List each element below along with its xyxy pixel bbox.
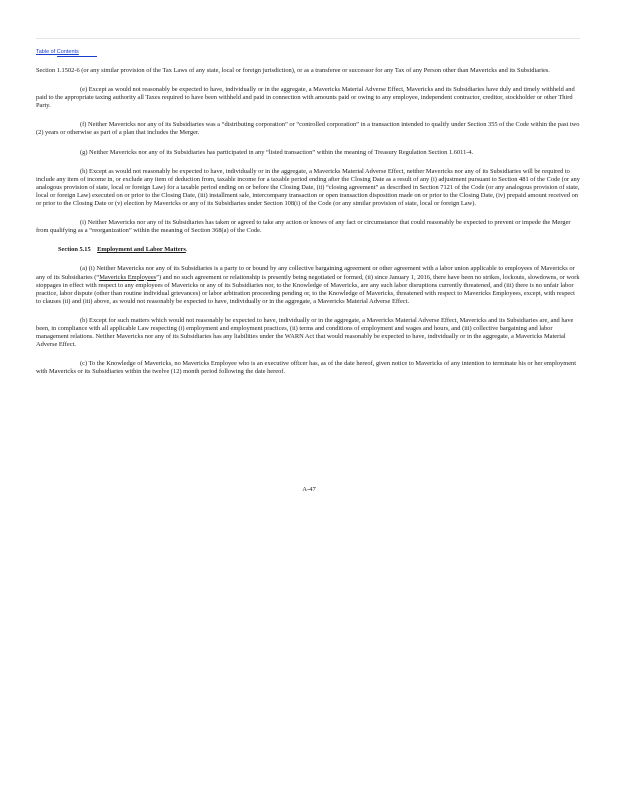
paragraph-h: (h) Except as would not reasonably be expected to have, individually or in the aggregate, a Mavericks Material Adverse Effect, neither Mavericks nor any of its Subsidiaries will be required to include any item of income in, or exclude any item of deduction from, taxable income for a taxable period ending after the Closing Date as a result of any (i) adjustment pursuant to Section 481 of the Code (or any analogous provision of state, local or foreign Law) for a taxable period ending on or before the Closing Date, (ii) “closing agreement” as described in Section 7121 of the Code (or any analogous provision of state, local or foreign Law) executed on or prior to the Closing Date, (iii) installment sale, intercompany transaction or open transaction disposition made on or prior to the Closing Date, (iv) prepaid amount received on or prior to the Closing Date or (v) election by Mavericks or any of its Subsidiaries under Section 108(i) of the Code (or any similar provision of state, local or foreign Law). bbox=[36, 167, 580, 208]
paragraph-f: (f) Neither Mavericks nor any of its Subsidiaries was a “distributing corporation” or “controlled corporation” in a transaction intended to qualify under Section 355 of the Code within the past two (2) years or otherwise as part of a plan that includes the Merger. bbox=[36, 121, 580, 137]
page-number: A-47 bbox=[302, 486, 316, 493]
paragraph-b: (b) Except for such matters which would not reasonably be expected to have, individually or in the aggregate, a Mavericks Material Adverse Effect, Mavericks and its Subsidiaries are, and have been, in compliance with all applicable Law respecting (i) employment and employment practices, (ii) terms and conditions of employment and wages and hours, and (iii) collective bargaining and labor management relations. Neither Mavericks nor any of its Subsidiaries has any liabilities under the WARN Act that would reasonably be expected to have, individually or in the aggregate, a Mavericks Material Adverse Effect. bbox=[36, 316, 574, 349]
paragraph-a bbox=[36, 265, 580, 305]
paragraph-a-rest: ”) and no such agreement or relationship is presently being negotiated or formed, (ii) since January 1, 2016, there have been no strikes, lockouts, slowdowns, or work stoppages in effect with respect to any employees of Mavericks or any of its Subsidiaries nor, to the Knowledge of Mavericks, are any such labor disruptions currently threatened, and (iii) there is no unfair labor practice, labor dispute (other than routine individual grievances) or labor arbitration proceeding pending or, to the Knowledge of Mavericks, threatened with respect to Mavericks Employees, except, with respect to clauses (ii) and (iii) above, as would not reasonably be expected to have, individually or in the aggregate, a Mavericks Material Adverse Effect. bbox=[36, 273, 580, 305]
section-number: Section 5.15 bbox=[58, 246, 91, 254]
section-title: Employment and Labor Matters bbox=[97, 246, 186, 254]
section-title-period: . bbox=[185, 246, 188, 254]
paragraph-continuation: Section 1.1502-6 (or any similar provision of the Tax Laws of any state, local or foreign jurisdiction), or as a transferee or successor for any Tax of any Person other than Mavericks and its Subsidiaries. bbox=[36, 67, 550, 74]
paragraph-g: (g) Neither Mavericks nor any of its Subsidiaries has participated in any “listed transaction” within the meaning of Treasury Regulation Section 1.6011-4. bbox=[80, 148, 474, 156]
section-heading bbox=[36, 246, 580, 254]
table-of-contents-link[interactable]: Table of Contents bbox=[36, 49, 79, 55]
document-body bbox=[36, 67, 580, 387]
header-divider bbox=[36, 38, 580, 39]
defined-term: Mavericks Employees bbox=[99, 273, 157, 281]
paragraph-e: (e) Except as would not reasonably be expected to have, individually or in the aggregate, a Mavericks Material Adverse Effect, Mavericks and its Subsidiaries have duly and timely withheld and paid to the appropriate taxing authority all Taxes required to have been withheld and paid in connection with amounts paid or owing to any employee, independent contractor, creditor, stockholder or other Third Party. bbox=[36, 86, 575, 110]
paragraph-a-start: (a) (i) Neither Mavericks nor any of its Subsidiaries is a party to or bound by any collective bargaining agreement or other agreement with a labor union applicable to employees of Mavericks or any of its Subsidiaries (“ bbox=[36, 265, 575, 281]
paragraph-i: (i) Neither Mavericks nor any of its Subsidiaries has taken or agreed to take any action or knows of any fact or circumstance that could reasonably be expected to prevent or impede the Merger from qualifying as a “reorganization” within the meaning of Section 368(a) of the Code. bbox=[36, 219, 571, 235]
toc-link-underline bbox=[57, 56, 97, 57]
paragraph-c: (c) To the Knowledge of Mavericks, no Mavericks Employee who is an executive officer has, as of the date hereof, given notice to Mavericks of any intention to terminate his or her employment with Mavericks or its Subsidiaries within the twelve (12) month period following the date hereof. bbox=[36, 360, 577, 376]
